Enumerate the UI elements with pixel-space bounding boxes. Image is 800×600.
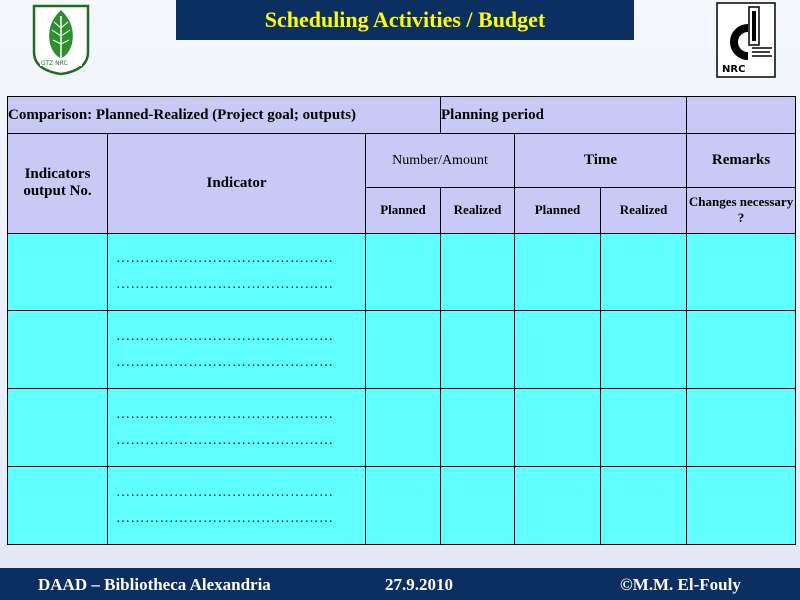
indicator-cell[interactable] xyxy=(108,311,366,389)
indicator-line: ……………………………………… xyxy=(116,328,334,344)
page-title: Scheduling Activities / Budget xyxy=(264,7,546,32)
planning-table xyxy=(7,96,796,545)
number-realized-cell[interactable] xyxy=(441,311,515,389)
indicator-cell[interactable] xyxy=(108,389,366,467)
gtz-nrc-logo xyxy=(30,2,92,76)
time-planned-header: Planned xyxy=(515,188,601,234)
remarks-header: Remarks xyxy=(687,134,796,188)
number-realized-header: Realized xyxy=(441,188,515,234)
number-planned-cell[interactable] xyxy=(366,467,441,545)
number-planned-cell[interactable] xyxy=(366,389,441,467)
table-row xyxy=(8,233,796,311)
indicator-line: ……………………………………… xyxy=(116,354,334,370)
number-realized-cell[interactable] xyxy=(441,389,515,467)
time-planned-cell[interactable] xyxy=(515,233,601,311)
comparison-header: Comparison: Planned-Realized (Project goal; outputs) xyxy=(8,97,441,134)
nrc-logo xyxy=(716,2,776,78)
title-bar xyxy=(176,0,634,40)
time-realized-header: Realized xyxy=(601,188,687,234)
indicators-output-no-header: Indicators output No. xyxy=(8,134,108,233)
indicator-line: ……………………………………… xyxy=(116,484,334,500)
changes-necessary-header: Changes necessary ? xyxy=(687,188,796,234)
planning-period-header: Planning period xyxy=(441,97,687,134)
changes-cell[interactable] xyxy=(687,233,796,311)
indicator-line: ……………………………………… xyxy=(116,432,334,448)
table-row xyxy=(8,389,796,467)
gtz-nrc-logo-text: GTZ NRC xyxy=(41,60,68,67)
changes-cell[interactable] xyxy=(687,389,796,467)
number-realized-cell[interactable] xyxy=(441,467,515,545)
output-no-cell[interactable] xyxy=(8,311,108,389)
indicator-cell[interactable] xyxy=(108,467,366,545)
time-realized-cell[interactable] xyxy=(601,389,687,467)
planning-period-value[interactable] xyxy=(687,97,796,134)
indicator-line: ……………………………………… xyxy=(116,510,334,526)
output-no-cell[interactable] xyxy=(8,389,108,467)
footer-date: 27.9.2010 xyxy=(385,575,453,594)
changes-cell[interactable] xyxy=(687,467,796,545)
footer-copyright: ©M.M. El-Fouly xyxy=(620,575,741,594)
number-realized-cell[interactable] xyxy=(441,233,515,311)
nrc-logo-text: NRC xyxy=(722,64,746,75)
time-header: Time xyxy=(515,134,687,188)
number-planned-cell[interactable] xyxy=(366,311,441,389)
footer-bar xyxy=(0,568,800,600)
time-realized-cell[interactable] xyxy=(601,467,687,545)
indicator-line: ……………………………………… xyxy=(116,250,334,266)
time-planned-cell[interactable] xyxy=(515,311,601,389)
table-row xyxy=(8,467,796,545)
indicator-line: ……………………………………… xyxy=(116,406,334,422)
indicator-cell[interactable] xyxy=(108,233,366,311)
footer-organization: DAAD – Bibliotheca Alexandria xyxy=(38,575,271,594)
output-no-cell[interactable] xyxy=(8,233,108,311)
time-realized-cell[interactable] xyxy=(601,311,687,389)
output-no-cell[interactable] xyxy=(8,467,108,545)
number-amount-header: Number/Amount xyxy=(366,134,515,188)
time-planned-cell[interactable] xyxy=(515,389,601,467)
table-row xyxy=(8,311,796,389)
changes-cell[interactable] xyxy=(687,311,796,389)
time-planned-cell[interactable] xyxy=(515,467,601,545)
indicator-header: Indicator xyxy=(108,134,366,233)
time-realized-cell[interactable] xyxy=(601,233,687,311)
number-planned-header: Planned xyxy=(366,188,441,234)
indicator-line: ……………………………………… xyxy=(116,276,334,292)
number-planned-cell[interactable] xyxy=(366,233,441,311)
